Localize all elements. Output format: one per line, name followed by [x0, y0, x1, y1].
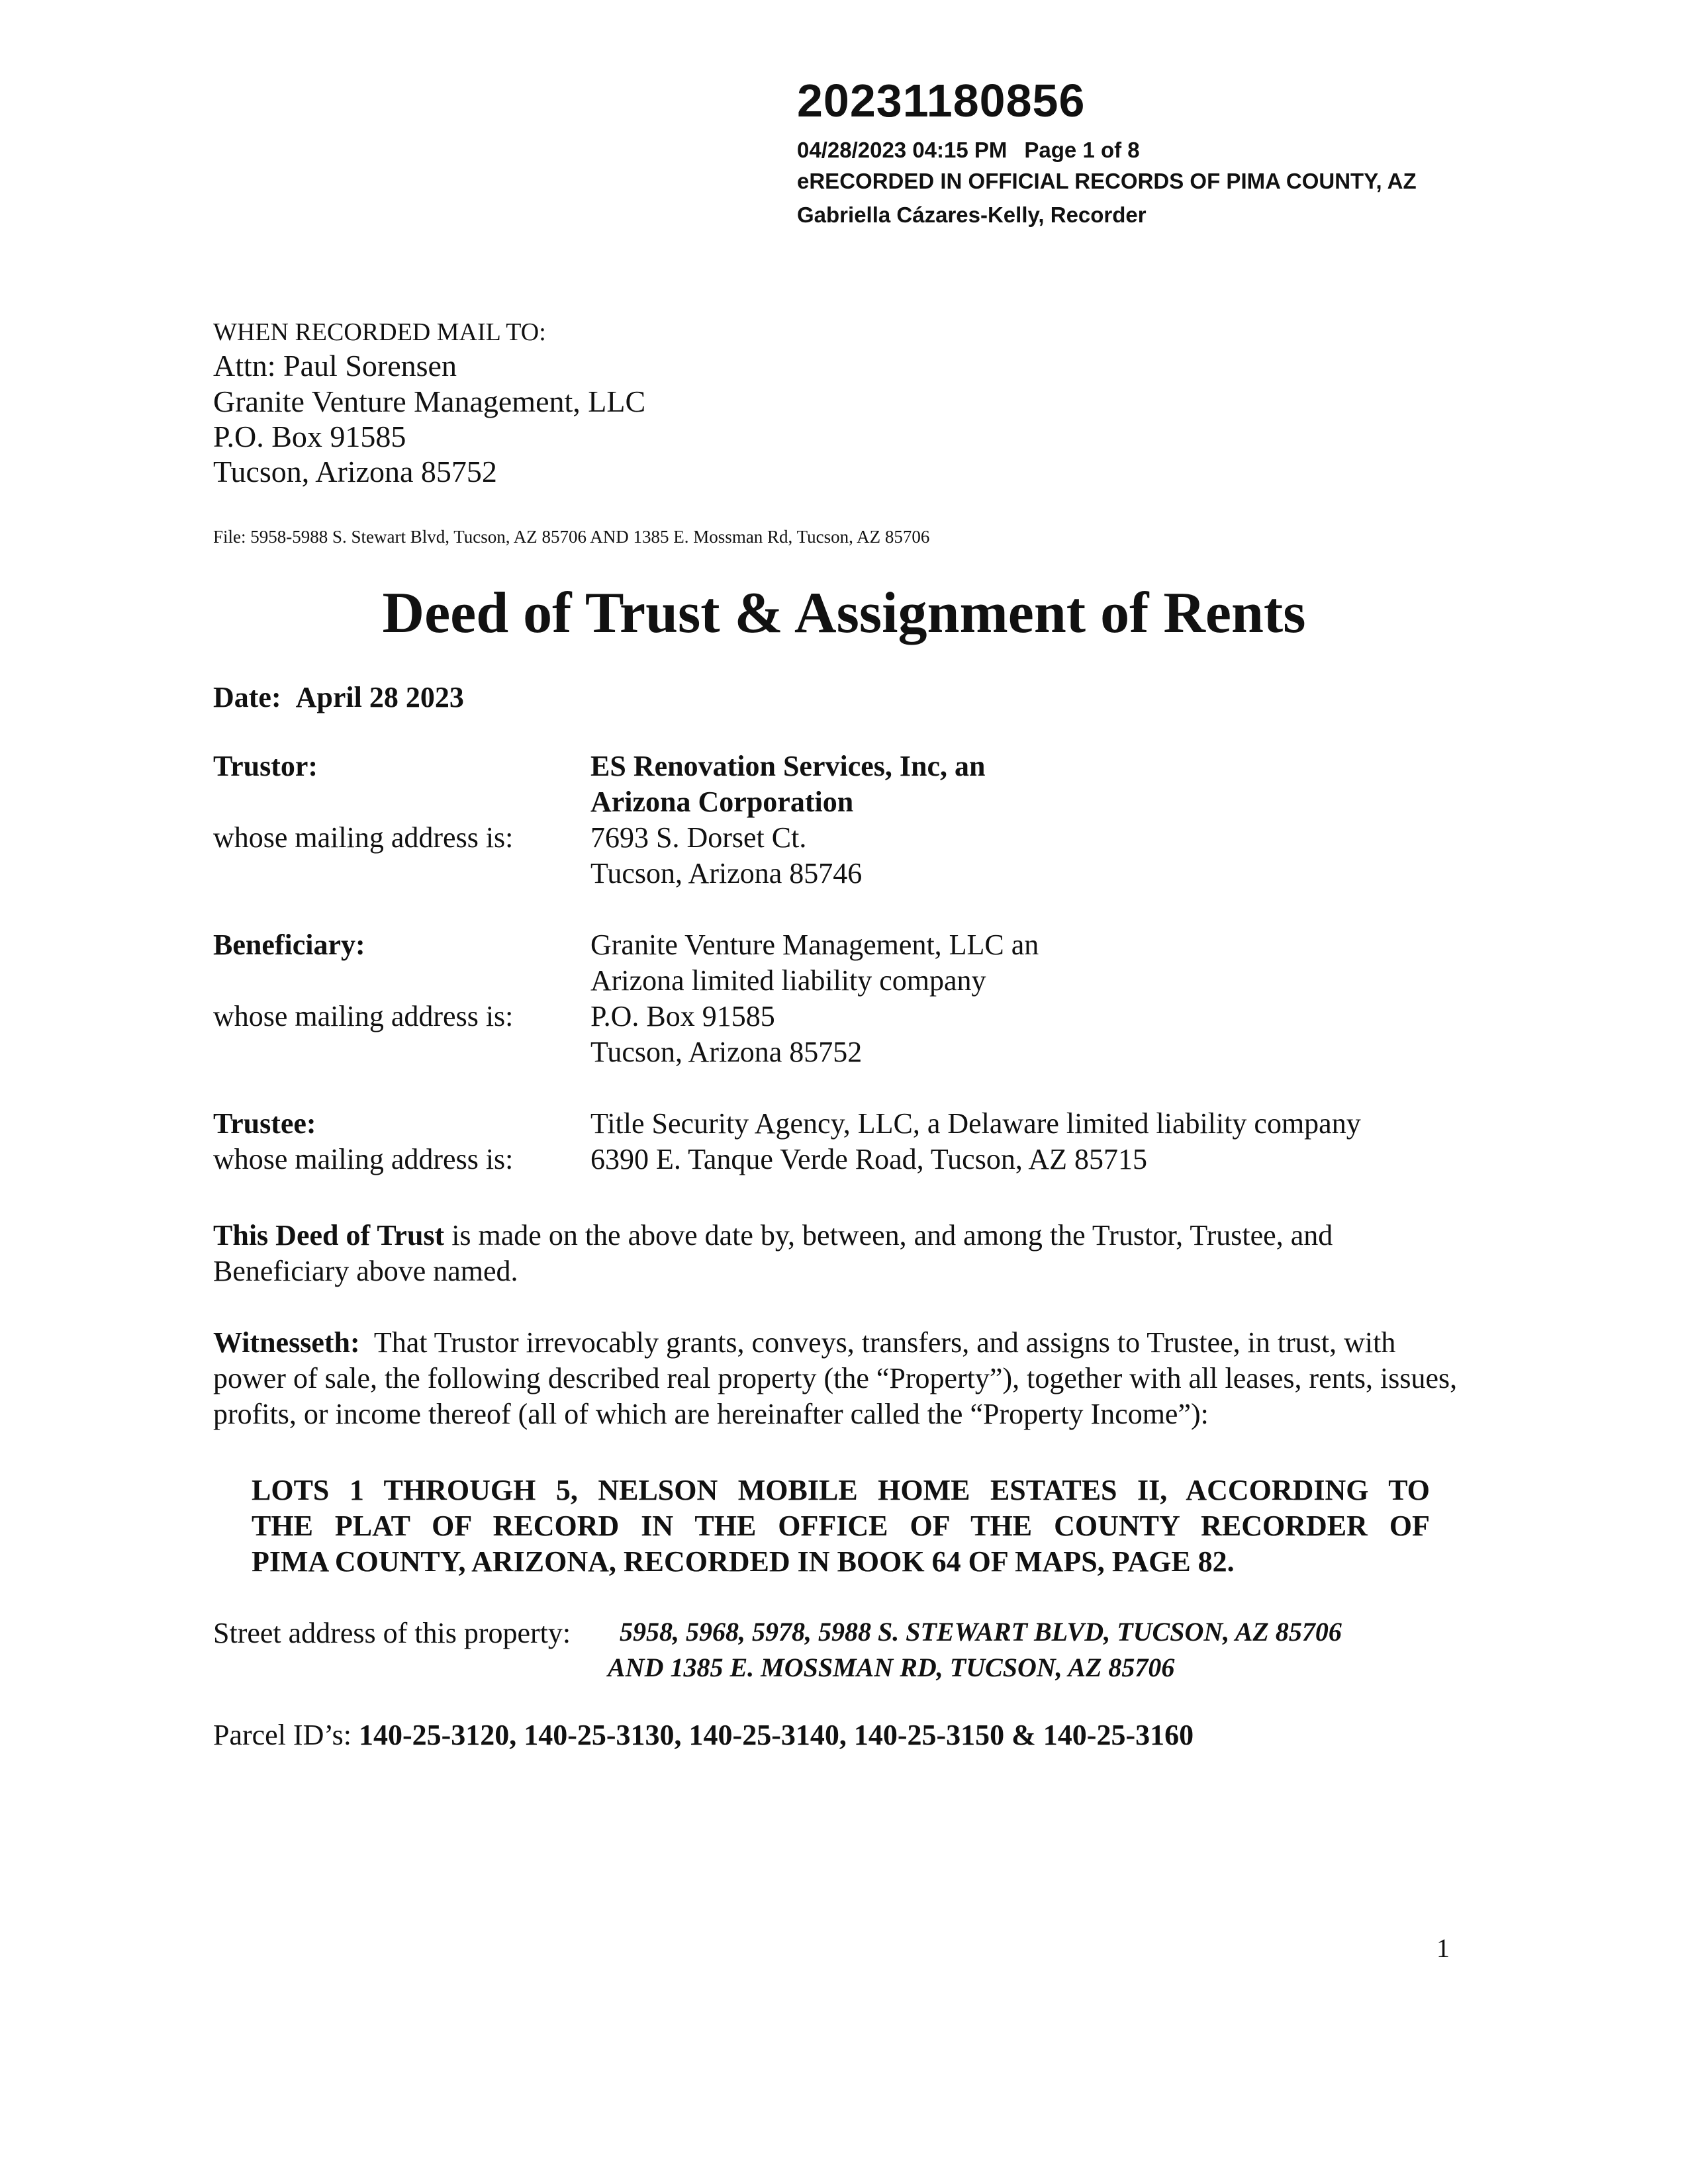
- recording-number: 20231180856: [797, 75, 1086, 126]
- parcel-label: Parcel ID’s:: [213, 1719, 359, 1751]
- street-address-label: Street address of this property:: [213, 1617, 571, 1649]
- beneficiary-name-line: Arizona limited liability company: [590, 964, 986, 997]
- recorder-name: Gabriella Cázares-Kelly, Recorder: [797, 203, 1147, 227]
- witnesseth-lead: Witnesseth:: [213, 1326, 360, 1359]
- legal-description-line: THE PLAT OF RECORD IN THE OFFICE OF THE COUNTY RECORDER OF: [252, 1510, 1430, 1542]
- recording-datetime: 04/28/2023 04:15 PM: [797, 138, 1008, 162]
- deed-paragraph-text: is made on the above date by, between, and among the Trustor, Trustee, and Beneficiary above named.: [213, 1219, 1333, 1287]
- deed-paragraph: [213, 1218, 1458, 1289]
- document-title: Deed of Trust & Assignment of Rents: [382, 581, 1306, 645]
- mail-to-line: Tucson, Arizona 85752: [213, 455, 497, 488]
- beneficiary-label: Beneficiary:: [213, 929, 365, 961]
- beneficiary-address-label: whose mailing address is:: [213, 1000, 514, 1032]
- trustee-name-line: Title Security Agency, LLC, a Delaware limited liability company: [590, 1107, 1361, 1140]
- witnesseth-paragraph: [213, 1325, 1471, 1432]
- street-address-line: 5958, 5968, 5978, 5988 S. STEWART BLVD, TUCSON, AZ 85706: [620, 1617, 1342, 1647]
- legal-description-line: LOTS 1 THROUGH 5, NELSON MOBILE HOME ESTATES II, ACCORDING TO: [252, 1474, 1430, 1506]
- parcel-ids: [213, 1718, 1194, 1752]
- trustor-address-line: 7693 S. Dorset Ct.: [590, 821, 807, 854]
- page-number: 1: [1436, 1933, 1450, 1963]
- witnesseth-text: That Trustor irrevocably grants, conveys, transfers, and assigns to Trustee, in trust, with power of sale, the following described real property (the “Property”), together with all leases, rents, issues, profits, or income thereof (all of which are hereinafter called the “Property Income”):: [213, 1326, 1465, 1430]
- street-address-line: AND 1385 E. MOSSMAN RD, TUCSON, AZ 85706: [608, 1653, 1175, 1682]
- beneficiary-address-line: P.O. Box 91585: [590, 1000, 775, 1032]
- beneficiary-address-line: Tucson, Arizona 85752: [590, 1036, 863, 1068]
- mail-to-line: P.O. Box 91585: [213, 420, 406, 453]
- trustee-address-label: whose mailing address is:: [213, 1143, 514, 1175]
- trustor-name-line: Arizona Corporation: [590, 786, 854, 818]
- trustee-address-line: 6390 E. Tanque Verde Road, Tucson, AZ 85715: [590, 1143, 1148, 1175]
- trustor-name-line: ES Renovation Services, Inc, an: [590, 750, 986, 782]
- legal-description-line: PIMA COUNTY, ARIZONA, RECORDED IN BOOK 64 OF MAPS, PAGE 82.: [252, 1545, 1235, 1578]
- file-reference: File: 5958-5988 S. Stewart Blvd, Tucson, AZ 85706 AND 1385 E. Mossman Rd, Tucson, AZ 85706: [213, 527, 930, 547]
- trustor-address-line: Tucson, Arizona 85746: [590, 857, 863, 889]
- mail-to-label: WHEN RECORDED MAIL TO:: [213, 318, 546, 346]
- mail-to-line: Attn: Paul Sorensen: [213, 349, 457, 383]
- trustor-address-label: whose mailing address is:: [213, 821, 514, 854]
- date-value: April 28 2023: [295, 681, 464, 713]
- mail-to-line: Granite Venture Management, LLC: [213, 385, 646, 418]
- recording-office-line: eRECORDED IN OFFICIAL RECORDS OF PIMA COUNTY, AZ: [797, 169, 1417, 193]
- document-date: [213, 680, 464, 714]
- beneficiary-name-line: Granite Venture Management, LLC an: [590, 929, 1039, 961]
- parcel-values: 140-25-3120, 140-25-3130, 140-25-3140, 140-25-3150 & 140-25-3160: [358, 1719, 1194, 1751]
- trustor-label: Trustor:: [213, 750, 318, 782]
- recording-page-info: Page 1 of 8: [1024, 138, 1140, 162]
- trustee-label: Trustee:: [213, 1107, 316, 1140]
- recording-datetime-line: [797, 138, 1140, 163]
- date-label: Date:: [213, 681, 281, 713]
- deed-paragraph-lead: This Deed of Trust: [213, 1219, 445, 1251]
